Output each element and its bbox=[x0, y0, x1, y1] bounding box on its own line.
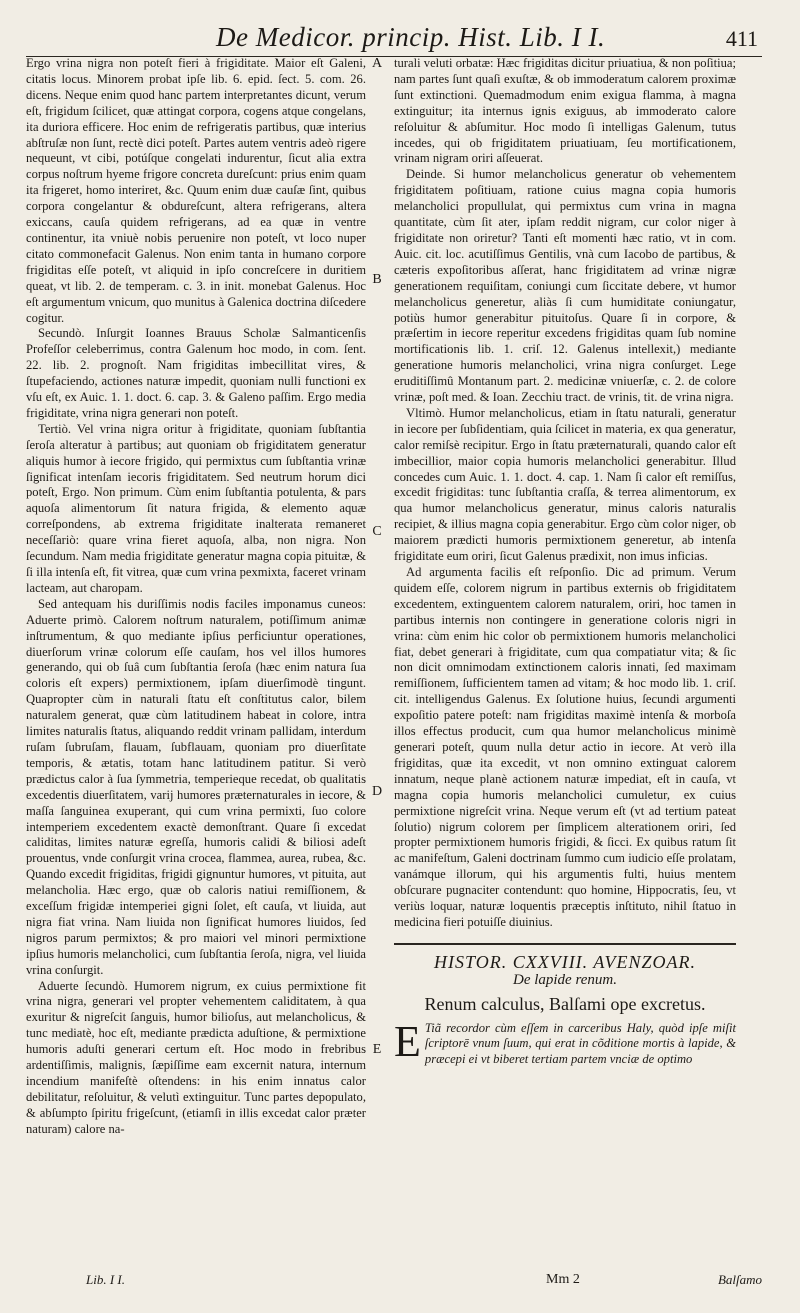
paragraph: Ad argumenta facilis eſt reſponſio. Dic ad primum. Verum quidem eſſe, colorem nigrum in partibus externis ob frigiditatem excedentem, extinguentem calorem naturalem, oriri, hoc tamen in partibus internis non contingere in generatione coloris nigri in vrina: cùm enim hic color ob permixtionem humoris melancholici fiat, debet generari à frigiditate, cum qua compatiatur vita; & ſic non dicit omnimodam extinctionem caloris innati, ſed maximam remiſſionem, ſufficientem tamen ad vitam; & hoc modo lib. 1. criſ. cit. intelligendus Galenus. Ex ſolutione huius, ſecundi argumenti expoſitio patere poteſt: nam frigiditas maximè intenſa & morboſa illos effectus producit, cum qua humor melancholicus minimè generari poteſt, quum nulla detur actio in iecore. At verò illa frigiditas, quæ ita excedit, vt non omnino extinguat calorem innatum, neque planè actionem naturæ impediat, eſt in cauſa, vt magna copia humoris melancholici cumuletur, ex cuius permixtione nigreſcit vrina. Neque verum eſt (vt ad tertium pateat ſolutio) nigrum colorem per ſimplicem alterationem oriri, ſed propter permixtionem humoris frigidi, & ſicci. Ex quibus ratum ſit ac manifeſtum, Galeni doctrinam ſummo cum iudicio eſſe prolatam, vanámque illorum, qui his argumentis fulti, huius mentem obſcurare pugnaciter contendunt: quo homine, Hippocratis, ſeu, vt veriùs loquar, naturæ loquentis præceptis inſtituto, nihil ſtatuo in medicina fieri potuiſſe diuinius. bbox=[394, 565, 736, 929]
signature-mark: Mm 2 bbox=[546, 1272, 580, 1287]
margin-letter-e: E bbox=[372, 1042, 382, 1057]
margin-letter-a: A bbox=[371, 56, 383, 71]
history-subtitle: De lapide renum. bbox=[512, 971, 617, 988]
margin-letter-c: C bbox=[372, 524, 382, 539]
catchword: Balſamo bbox=[717, 1272, 762, 1287]
text-columns bbox=[26, 56, 762, 1266]
right-column bbox=[394, 56, 736, 1068]
history-heading: Renum calculus, Balſami ope excretus. bbox=[424, 993, 706, 1014]
margin-letter-d: D bbox=[371, 784, 383, 799]
page-header bbox=[26, 14, 762, 54]
history-title: HISTOR. CXXVIII. AVENZOAR. bbox=[434, 951, 696, 972]
paragraph: Aduerte ſecundò. Humorem nigrum, ex cuius permixtione fit vrina nigra, generari vel propter vehementem caliditatem, à qua exuritur & nigreſcit ſanguis, humor bilioſus, aut melancholicus, & tunc mediatè, hoc eſt, mediante prædicta aduſtione, & permixtione humoris aduſti generari certum eſt. Hoc modo in frebribus ardentiſſimis, malignis, ſæpiſſime eam excernit natura, internum incendium manifeſtè oſtendens: in his enim innatus calor debilitatur, reſoluitur, & velutì extinguitur. Tunc partes depopulato, & abſumpto ſpiritu frigeſcunt, (etiamſi in illis excedat calor præter naturam) calore na- bbox=[26, 978, 366, 1136]
page-footer bbox=[26, 1270, 762, 1300]
footer-book-label: Lib. I I. bbox=[86, 1272, 125, 1287]
paragraph: turali veluti orbatæ: Hæc frigiditas dicitur priuatiua, & non poſitiua; nam partes ſunt quaſi exuſtæ, & ob immoderatum calorem proximæ ſunt extinctioni. Quemadmodum enim exigua flamma, à magna extinguitur; ita internus ignis exiguus, ab immoderato calore reſoluitur & abſumitur. Hoc modo ſi intelligas Galenum, tutus incedes, qui ob frigiditatem priuatiuam, ſeu mortificationem, vrinam nigram oriri aſſeuerat. bbox=[394, 56, 736, 166]
paragraph: Sed antequam his duriſſimis nodis faciles imponamus cuneos: Aduerte primò. Calorem noſtrum naturalem, potiſſimum animæ inſtrumentum, & quo mediante ipſius perficiuntur operationes, diuerſorum vrinæ colorum eſſe cauſam, hos vel illos humores generando, qui ob ſuâ cum ſubſtantia ſeroſa (hæc enim natura ſua coloris eſt expers) permixtionem, ipſam diuerſimodè tingunt. Quapropter cùm in naturali ſtatu eſt conſtitutus calor, bilem naturalem generat, quæ cùm latitudinem habeat in colore, intra limites naturalis ſtatus, aliquando reddit vrinam pallidam, interdum ruſam ſubruſam, flauam, ſubflauam, quoniam pro diuerſitate temporis, & ætatis, totam hanc latitudinem patitur. Si verò prædictus calor à ſua ſymmetria, temperieque recedat, ob qualitatis excedentis diuerſitatem, varij humores præternaturales in iecore, & maſſa ſanguinea exuperant, qui cum vrina permixti, ſuo colore intemperiem excedentem exactè demonſtrant. Quare ſi excedat caliditas, limites naturæ egreſſa, humoris calidi & biliosi adeſt prouentus, vnde conſurgit vrina crocea, flammea, aurea, rubea, &c. Quando excedit frigiditas, frigidi gignuntur humores, vt pituita, aut melancholia. Hæc ergo, quæ ob caloris natiui remiſſionem, & exceſſum frigidæ intemperiei gigni ſolet, eſt cauſa, vt liuida, aut nigra fiat vrina. Nam liuida non ſignificat humores liuidos, ſed nigros parum permixtos; & pro maiori vel minori permixtione ipſius humoris melancholici, cum ſubſtantia ſeroſa, nigra, vel liuida vrina conſurgit. bbox=[26, 596, 366, 977]
running-title: De Medicor. princip. Hist. Lib. I I. bbox=[216, 22, 606, 52]
left-column bbox=[26, 56, 366, 1138]
paragraph: Deinde. Si humor melancholicus generatur ob vehementem frigiditatem poſitiuam, ratione cuius magna copia humoris melancholici propullulat, qui permixtus cum vrina in magna quantitate, cùm ſit ater, ipſam reddit nigram, cur color niger à frigiditate non oriretur? Tanti eſt momenti hæc ratio, vt in com. Auic. cit. loc. acutiſſimus Gentilis, vnà cum Iacobo de partibus, & cæteris expoſitoribus aſſerat, hanc frigiditatem ad vrinæ nigræ generationem requiſitam, coniungi cum ſiccitate debere, vt humor melancholicus generetur, aliàs ſi cum humiditate coniungatur, potiùs humor generabitur pituitoſus. Quare ſi in corpore, & præſertim in iecore reperitur excedens frigiditas quam ſub nomine mortificationis lib. 1. criſ. 12. Galenus intellexit,) mediante generatione humoris melancholici, vrina nigra conſurget. Lege eruditiſſimû Montanum part. 2. medicinæ vniuerſæ, c. 2. de colore vrinæ, poſt med. & Ioan. Zecchiu tract. de vrinis, tit. de vrina nigra. bbox=[394, 167, 736, 405]
paragraph: Tertiò. Vel vrina nigra oritur à frigiditate, quoniam ſubſtantia ſeroſa alteratur à partibus; aut quoniam ob frigiditatem generatur aliquis humor à iecore frigido, qui permixtus cum ſubſtantia vrinæ ſignificat intenſam iecoris frigiditatem. Sed neutrum horum dici poteſt, Ergo. Non primum. Cùm enim ſubſtantia potulenta, & pars aquoſa alimentorum ſit natura frigida, & elemento aquæ correſpondens, ab extrema frigiditate inalterata remaneret neceſſariò: quare vrina fieret aquoſa, alba, non nigra. Non ſecundum. Nam media frigiditate generatur magna copia pituitæ, & ſi illa intenſa eſt, fit vitrea, quæ cum vrina pexmixta, faceret vrinam lacteam, aut charopam. bbox=[26, 421, 366, 595]
history-paragraph bbox=[394, 1016, 736, 1069]
drop-cap: E bbox=[394, 1016, 421, 1066]
section-rule bbox=[394, 943, 736, 945]
margin-letter-b: B bbox=[372, 272, 382, 287]
paragraph: Secundò. Inſurgit Ioannes Brauus Scholæ Salmanticenſis Profeſſor celeberrimus, contra Galenum hoc modo, in com. ſent. 22. lib. 2. prognoſt. Nam frigiditas imbecillitat vires, & ſtupefaciendo, actiones naturæ impedit, quoniam nulli functioni ex vſu eſt, ex Auic. 1. 1. doct. 6. cap. 3. & Galeno paſſim. Ergo media frigiditate, vrina nigra generari non poteſt. bbox=[26, 326, 366, 420]
paragraph: Ergo vrina nigra non poteſt fieri à frigiditate. Maior eſt Galeni, citatis locus. Minorem probat ipſe lib. 6. epid. ſect. 5. com. 26. dicens. Neque enim quod hanc partem interpretantes dicunt, verum eſt, frigidum ſcilicet, quæ attingat corpora, cogens atque congelans, ita duriora efficere. Hoc enim de refrigeratis partibus, quæ interius abſtruſæ non ſunt, rectè dici poteſt. Partes autem ventris adeò rigere nequeunt, vt cibi, potúſque congelati indurentur, ſicut alia extra corpus noſtrum hyeme frigore concreta dureſcunt: prius enim quam ita frigeret, homo interiret, &c. Quum enim duæ cauſæ ſint, quibus corpora congelantur & obdureſcunt, altera refrigerans, altera exiccans, cauſa quidem refrigerans, ad ea quæ in ventre continentur, ita vniuè nobis peruenire non poteſt, vt loco nuper citato commonefacit Galenus. Non enim tanta in humano corpore frigiditas eſſe poteſt, vt aliquid in ipſo concreſcere in duritiem queat, vt lib. 2. de temperam. c. 3. in init. monebat Galenus. Hoc eſt argumentum vnicum, quo munitus à Galenica doctrina diſcedere cogitur. bbox=[26, 56, 366, 325]
paragraph: Vltimò. Humor melancholicus, etiam in ſtatu naturali, generatur in iecore per ſubſidentiam, quia ſcilicet in materia, ex qua generatur, calor remiſsè recipitur. Ergo in ſtatu præternaturali, quando calor eſt imbecillior, maior copia humoris melancholici generabitur. Illud concedes cum Auic. 1. 1. doct. 4. cap. 1. Nam ſi calor eſt remiſſus, excedit frigiditas: tunc ſubſtantia craſſa, & terrea alimentorum, ex qua humor melancholicus generatur, minus caloris naturalis recipiet, & illius magna copia generabitur. Ergo cùm color niger, ob maiorem prædicti humoris permixtionem generetur, ab intenſa frigiditate eum oriri, ſicut Galenus prædixit, non imus inficias. bbox=[394, 405, 736, 564]
page-number: 411 bbox=[725, 26, 758, 51]
history-text: Tiã recordor cùm eſſem in carceribus Haly, quòd ipſe miſit ſcriptorē vnum ſuum, qui erat in cõditione mortis à lapide, & præcepi ei vt biberet tertiam partem vnciæ de optimo bbox=[424, 1020, 736, 1067]
